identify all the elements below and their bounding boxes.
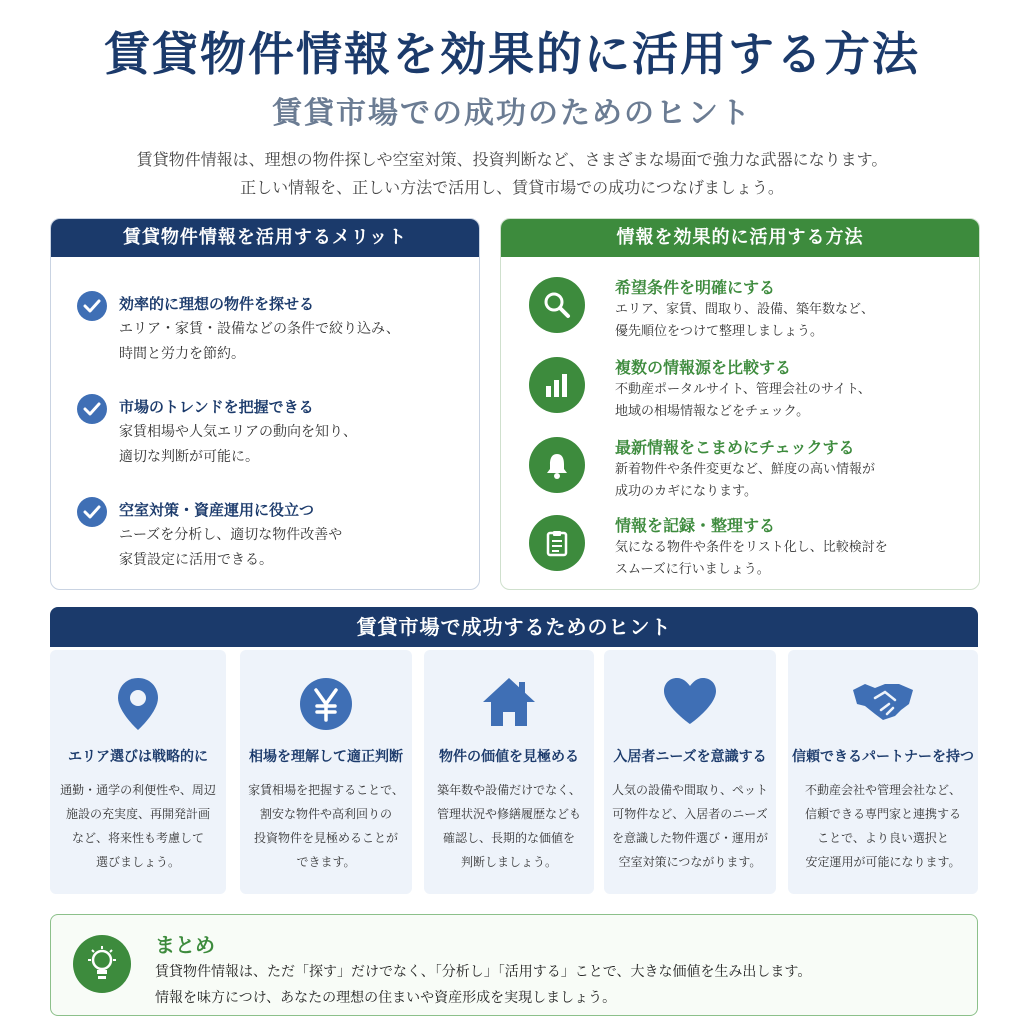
tip-line: 不動産会社や管理会社など、	[804, 783, 961, 797]
tip-line: を意識した物件選び・運用が	[611, 831, 768, 845]
method-title: 希望条件を明確にする	[615, 278, 776, 297]
tip-description	[424, 778, 594, 874]
tip-line: できます。	[296, 855, 356, 869]
tip-card	[424, 650, 594, 894]
page-subtitle: 賃貸市場での成功のためのヒント	[272, 96, 752, 131]
merit-description	[119, 420, 357, 470]
tip-description	[240, 778, 412, 874]
house-icon	[424, 676, 594, 732]
tip-card	[604, 650, 776, 894]
summary-line: 情報を味方につけ、あなたの理想の住まいや資産形成を実現しましょう。	[155, 990, 617, 1006]
merit-title: 効率的に理想の物件を探せる	[119, 295, 315, 313]
summary-title: まとめ	[155, 933, 215, 957]
method-description	[615, 459, 875, 503]
tip-line: 管理状況や修繕履歴なども	[436, 807, 581, 821]
method-description	[615, 537, 888, 581]
method-line: 成功のカギになります。	[615, 484, 757, 499]
methods-panel	[500, 218, 980, 590]
bar-chart-icon	[529, 357, 585, 413]
merit-title: 空室対策・資産運用に役立つ	[119, 501, 315, 519]
tip-line: 通勤・通学の利便性や、周辺	[60, 783, 216, 797]
tip-line: 安定運用が可能になります。	[805, 855, 961, 869]
tip-card	[50, 650, 226, 894]
tip-line: など、将来性も考慮して	[71, 831, 204, 845]
tip-line: 築年数や設備だけでなく、	[437, 783, 581, 797]
yen-icon	[240, 676, 412, 732]
tip-line: 確認し、長期的な価値を	[442, 831, 575, 845]
tip-description	[50, 778, 226, 874]
method-title: 最新情報をこまめにチェックする	[615, 438, 855, 457]
method-line: 地域の相場情報などをチェック。	[615, 404, 810, 419]
method-line: 気になる物件や条件をリスト化し、比較検討を	[615, 540, 888, 555]
heart-icon	[604, 676, 776, 732]
tip-description	[604, 778, 776, 874]
tip-title: 相場を理解して適正判断	[249, 749, 403, 765]
summary-description	[155, 959, 811, 1011]
tip-title: エリア選びは戦略的に	[68, 749, 208, 765]
merit-line: ニーズを分析し、適切な物件改善や	[119, 527, 343, 543]
search-icon	[529, 277, 585, 333]
tip-line: 判断しましょう。	[460, 855, 557, 869]
intro-text	[60, 146, 964, 202]
method-description	[615, 379, 871, 423]
check-circle-icon	[77, 497, 107, 527]
method-title: 複数の情報源を比較する	[615, 358, 792, 377]
method-description	[615, 299, 874, 343]
tip-description	[788, 778, 978, 874]
location-pin-icon	[50, 676, 226, 732]
merit-line: 時間と労力を節約。	[119, 346, 245, 362]
method-line: エリア、家賃、間取り、設備、築年数など、	[615, 302, 874, 317]
tip-title: 物件の価値を見極める	[439, 749, 579, 765]
check-circle-icon	[77, 394, 107, 424]
tip-line: 可物件など、入居者のニーズ	[612, 807, 768, 821]
intro-line: 賃貸物件情報は、理想の物件探しや空室対策、投資判断など、さまざまな場面で強力な武器になります。	[136, 150, 888, 169]
tip-line: 人気の設備や間取り、ペット	[611, 783, 768, 797]
methods-heading: 情報を効果的に活用する方法	[501, 219, 979, 257]
method-title: 情報を記録・整理する	[615, 516, 776, 535]
tip-card	[240, 650, 412, 894]
merit-line: 家賃相場や人気エリアの動向を知り、	[119, 424, 357, 440]
merits-heading: 賃貸物件情報を活用するメリット	[51, 219, 479, 257]
tip-line: 割安な物件や高利回りの	[259, 807, 392, 821]
merit-line: 家賃設定に活用できる。	[119, 552, 273, 568]
summary-box	[50, 914, 978, 1016]
summary-line: 賃貸物件情報は、ただ「探す」だけでなく、「分析し」「活用する」ことで、大きな価値を生み出します。	[155, 964, 812, 980]
intro-line: 正しい情報を、正しい方法で活用し、賃貸市場での成功につなげましょう。	[240, 178, 784, 197]
tip-line: 空室対策につながります。	[618, 855, 762, 869]
method-line: 不動産ポータルサイト、管理会社のサイト、	[615, 382, 871, 397]
page-title: 賃貸物件情報を効果的に活用する方法	[104, 27, 920, 81]
merit-title: 市場のトレンドを把握できる	[119, 398, 314, 416]
tip-line: ことで、より良い選択と	[817, 831, 949, 845]
tips-heading: 賃貸市場で成功するためのヒント	[50, 607, 978, 647]
tip-line: 家賃相場を把握することで、	[248, 783, 404, 797]
check-circle-icon	[77, 291, 107, 321]
merit-line: エリア・家賃・設備などの条件で絞り込み、	[119, 321, 400, 337]
merits-panel	[50, 218, 480, 590]
method-line: スムーズに行いましょう。	[615, 562, 770, 577]
tip-line: 選びましょう。	[95, 855, 180, 869]
method-line: 新着物件や条件変更など、鮮度の高い情報が	[615, 462, 876, 477]
bell-icon	[529, 437, 585, 493]
method-line: 優先順位をつけて整理しましょう。	[615, 324, 824, 339]
tip-card	[788, 650, 978, 894]
handshake-icon	[788, 676, 978, 732]
clipboard-icon	[529, 515, 585, 571]
merit-description	[119, 317, 400, 367]
tip-title: 入居者ニーズを意識する	[613, 749, 767, 765]
merit-description	[119, 523, 342, 573]
tip-line: 施設の充実度、再開発計画	[65, 807, 210, 821]
lightbulb-icon	[73, 935, 131, 993]
tip-line: 投資物件を見極めることが	[253, 831, 398, 845]
tip-line: 信頼できる専門家と連携する	[804, 807, 961, 821]
tip-title: 信頼できるパートナーを持つ	[792, 749, 974, 765]
merit-line: 適切な判断が可能に。	[119, 449, 259, 465]
